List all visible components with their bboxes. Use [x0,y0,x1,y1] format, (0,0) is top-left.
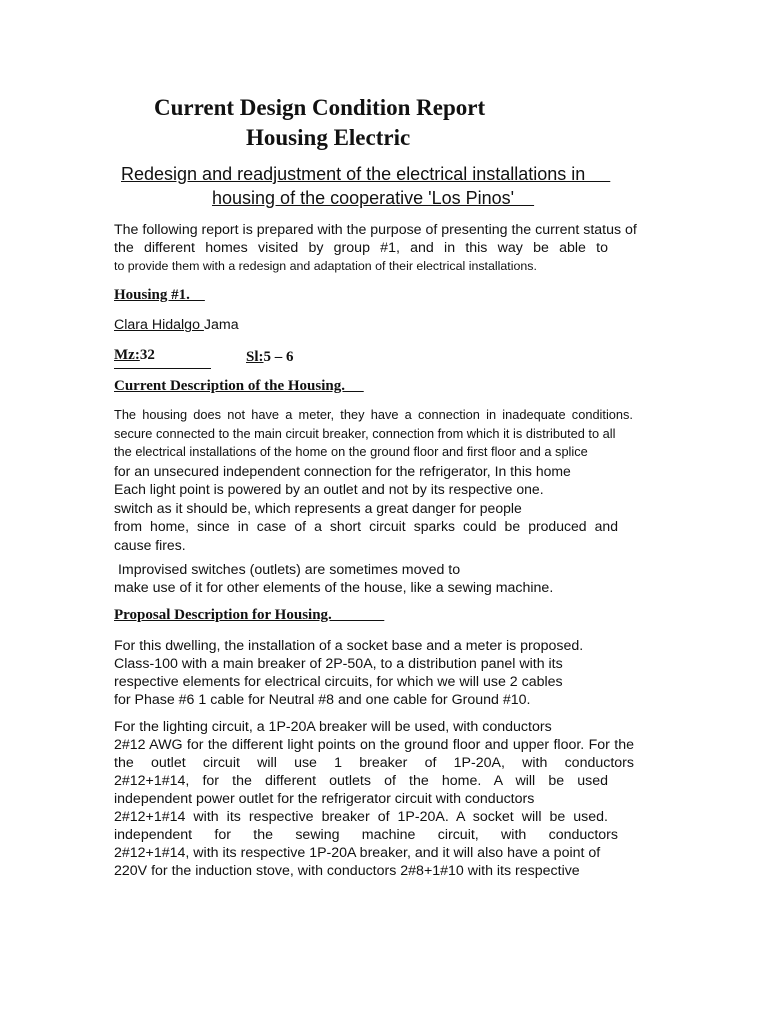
current-description-heading: Current Description of the Housing. [114,378,364,394]
proposal-heading: Proposal Description for Housing. [114,607,385,623]
owner-last-name: Jama [203,317,239,333]
project-title-line-2: housing of the cooperative 'Los Pinos' [212,188,535,208]
intro-paragraph [114,221,637,275]
current-line: secure connected to the main circuit breaker, connection from which it is distributed to all [114,425,616,441]
current-line: cause fires. [114,536,186,553]
mz-label: Mz: [114,347,140,363]
owner-first-name: Clara Hidalgo [114,317,204,333]
proposal-line: independent power outlet for the refrigerator circuit with conductors [114,791,535,807]
proposal-line: Class-100 with a main breaker of 2P-50A, to a distribution panel with its [114,656,563,672]
current-line: from home, since in case of a short circuit sparks could be produced and [114,518,618,534]
proposal-line: For the lighting circuit, a 1P-20A breaker will be used, with conductors [114,719,552,735]
proposal-line: for Phase #6 1 cable for Neutral #8 and one cable for Ground #10. [114,692,531,708]
current-line: Each light point is powered by an outlet and not by its respective one. [114,481,544,497]
sl-label: Sl: [246,349,264,365]
proposal-paragraph-2 [114,718,634,880]
proposal-line: 220V for the induction stove, with conductors 2#8+1#10 with its respective [114,863,580,879]
mz-value: 32 [139,347,155,363]
current-extra-paragraph [114,561,630,597]
report-title: Current Design Condition Report [154,95,486,120]
report-subtitle: Housing Electric [246,125,411,150]
sl-value: 5 – 6 [263,349,294,365]
proposal-line: 2#12+1#14, for the different outlets of the home. A will be used [114,773,608,789]
housing-heading: Housing #1. [114,287,205,303]
current-line: for an unsecured independent connection for the refrigerator, In this home [114,462,571,479]
proposal-line: For this dwelling, the installation of a socket base and a meter is proposed. [114,638,584,654]
current-extra-line: make use of it for other elements of the house, like a sewing machine. [114,580,554,596]
intro-line: the different homes visited by group #1, and in this way be able to [114,240,608,256]
current-extra-line: Improvised switches (outlets) are sometimes moved to [114,562,461,578]
proposal-line: 2#12+1#14, with its respective 1P-20A breaker, and it will also have a point of [114,845,601,861]
sl-field [246,349,294,366]
proposal-line: independent for the sewing machine circuit, with conductors [114,827,618,843]
intro-line: to provide them with a redesign and adaptation of their electrical installations. [114,259,537,273]
intro-line: The following report is prepared with the purpose of presenting the current status of [114,222,637,238]
owner-name [114,317,239,333]
proposal-line: respective elements for electrical circuits, for which we will use 2 cables [114,674,563,690]
proposal-line: the outlet circuit will use 1 breaker of 1P-20A, with conductors [114,755,634,771]
current-line: the electrical installations of the home on the ground floor and first floor and a splice [114,444,588,459]
proposal-line: 2#12 AWG for the different light points on the ground floor and upper floor. For the [114,737,634,753]
mz-underline [114,368,211,369]
current-line: switch as it should be, which represents a great danger for people [114,499,522,516]
proposal-paragraph-1 [114,637,630,709]
proposal-line: 2#12+1#14 with its respective breaker of 1P-20A. A socket will be used. [114,809,608,825]
project-title-line-1: Redesign and readjustment of the electrical installations in [121,164,611,184]
current-line: The housing does not have a meter, they have a connection in inadequate conditions. [114,407,633,422]
mz-field [114,347,155,364]
current-description-paragraph [114,406,633,554]
